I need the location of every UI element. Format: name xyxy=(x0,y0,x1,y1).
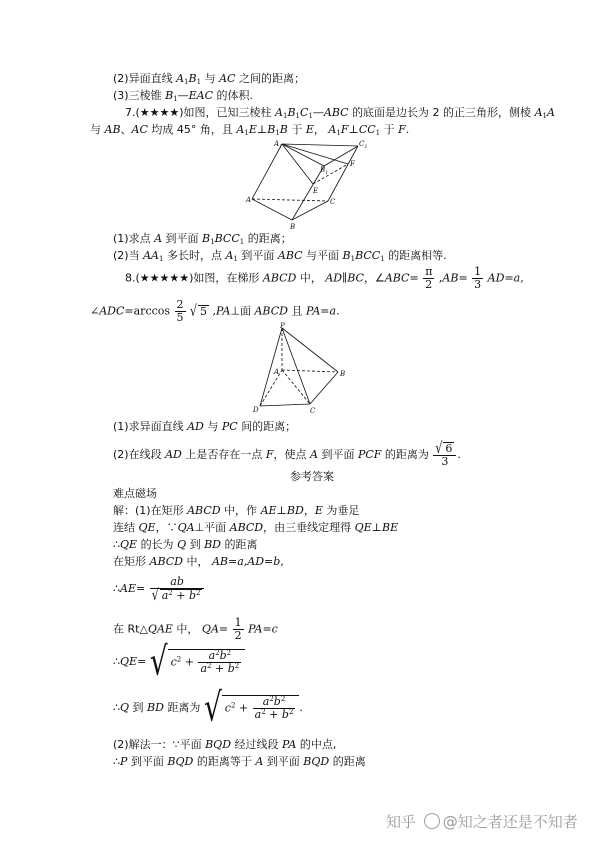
watermark xyxy=(386,811,578,832)
answers-title: 参考答案 xyxy=(290,470,334,483)
label-A: A xyxy=(246,196,252,204)
label-P: P xyxy=(280,322,285,330)
label-A1: $A_1$ xyxy=(274,140,283,150)
label-C: C xyxy=(310,407,316,415)
q8-sub1: (1)求异面直线 AD 与 PC 间的距离； xyxy=(113,420,297,433)
sol-line5: ∴AE= $\frac{ab}{√ a^2 + b^2}$ xyxy=(113,576,205,602)
frac-ab-over-sqrt: $\frac{ab}{√ a^2 + b^2}$ xyxy=(150,576,205,602)
label-B1: $B_1$ xyxy=(320,166,329,176)
pyramid-figure xyxy=(252,322,352,414)
label-D: D xyxy=(253,406,259,414)
prism-figure xyxy=(246,138,380,231)
frac-1-2: $\frac{1}{2}$ xyxy=(234,616,242,642)
q8-head: 8.(★★★★★)如图，在梯形 ABCD 中， AD∥BC，∠ABC= $\frac{\pi}{2}$ ,AB= $\frac{1}{3}$ AD=a, xyxy=(125,265,524,291)
watermark-handle: @知之者还是不知者 xyxy=(442,813,578,831)
q7-sub1: (1)求点 A 到平面 $B_1BCC_1$ 的距离； xyxy=(113,232,292,246)
frac-sqrt6-3: $\frac{√ 6}{3}$ xyxy=(433,442,456,468)
sol-line6: 在 Rt△QAE 中， QA= $\frac{1}{2}$ PA=c xyxy=(113,616,278,642)
q6-item2: (2)异面直线 $A_1B_1$ 与 AC 之间的距离； xyxy=(113,72,305,86)
frac-pi-2: $\frac{\pi}{2}$ xyxy=(425,265,433,291)
sol-line9: (2)解法一：∵平面 BQD 经过线段 PA 的中点, xyxy=(113,738,337,751)
sol-line7: ∴QE= √ $c^2$ + $\frac{a^2b^2}{a^2 + b^2}$ xyxy=(113,649,245,675)
sol-line3: ∴QE 的长为 Q 到 BD 的距离 xyxy=(113,538,258,551)
sol-line2: 连结 QE，∵QA⊥平面 ABCD，由三垂线定理得 QE⊥BE xyxy=(113,521,399,534)
label-F: F xyxy=(350,160,355,168)
q7-sub2: (2)当 $AA_1$ 多长时，点 $A_1$ 到平面 ABC 与平面 $B_1BCC_1$ 的距离相等. xyxy=(113,249,447,263)
q7-head: 7.(★★★★)如图，已知三棱柱 $A_1B_1C_1—ABC$ 的底面是边长为 2 的正三角形，侧棱 $A_1A$ xyxy=(125,106,555,120)
frac-1-3: $\frac{1}{3}$ xyxy=(474,265,482,291)
sol-line1: 解：(1)在矩形 ABCD 中，作 AE⊥BD，E 为垂足 xyxy=(113,504,360,517)
q6-item3: (3)三棱锥 $B_1—EAC$ 的体积. xyxy=(113,89,254,103)
label-B: B xyxy=(290,223,296,231)
label-E: E xyxy=(313,187,319,195)
label-B: B xyxy=(340,370,346,378)
q7-line2: 与 AB、AC 均成 45° 角，且 $A_1E\perp B_1B$ 于 E， $A_1F\perp CC_1$ 于 F. xyxy=(90,123,410,137)
q8-line2: ∠ADC=arccos $\frac{2}{5}$ √ 5 ,PA⊥面 ABCD 且 PA=a. xyxy=(90,298,340,324)
label-C1: $C_1$ xyxy=(359,140,368,150)
sol-line4: 在矩形 ABCD 中， AB=a,AD=b, xyxy=(113,555,284,568)
label-C: C xyxy=(330,198,336,206)
zhihu-circle-icon xyxy=(424,813,440,829)
sol-line10: ∴P 到平面 BQD 的距离等于 A 到平面 BQD 的距离 xyxy=(113,755,366,768)
frac-2-5: $\frac{2}{5}$ xyxy=(176,298,184,324)
label-A: A xyxy=(274,368,280,376)
sol-line8: ∴Q 到 BD 距离为 √ $c^2$ + $\frac{a^2b^2}{a^2 + b^2}$ . xyxy=(113,684,303,731)
section-title: 难点磁场 xyxy=(113,487,157,500)
q8-sub2: (2)在线段 AD 上是否存在一点 F，使点 A 到平面 PCF 的距离为 $\frac{√ 6}{3}$ . xyxy=(113,439,461,468)
watermark-brand: 知乎 xyxy=(386,813,417,831)
